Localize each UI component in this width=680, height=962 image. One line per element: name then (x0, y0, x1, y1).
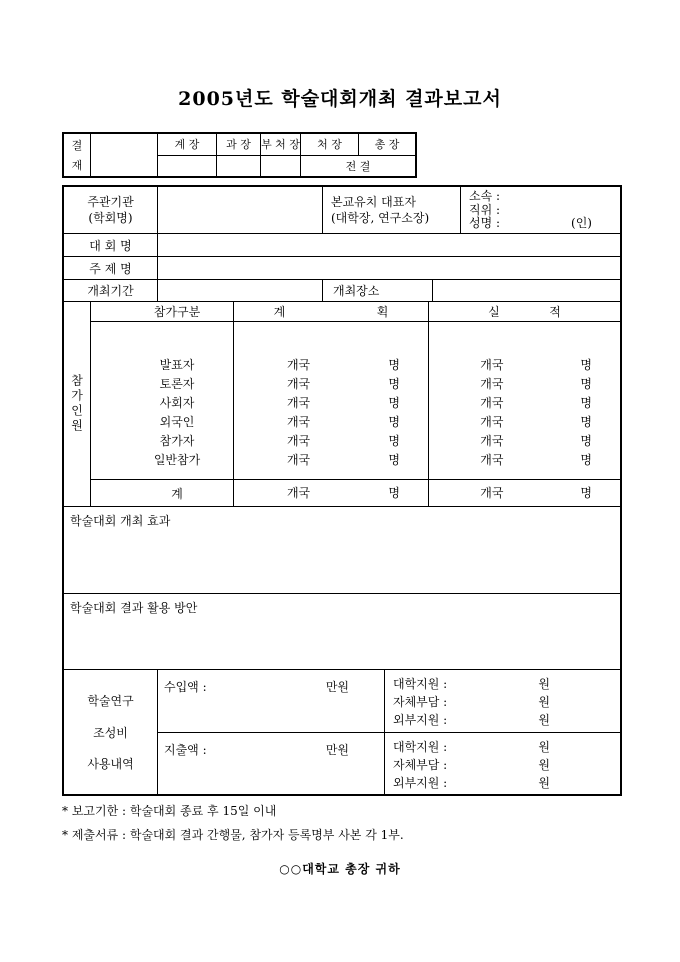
conference-name-row (64, 234, 620, 257)
venue-label: 개최장소 (322, 280, 432, 301)
host-org-value-cell (157, 187, 322, 233)
total-plan-units (233, 480, 428, 506)
unit-persons: 명 (580, 396, 592, 410)
actual-unit-row (429, 432, 620, 451)
approval-label-char-1: 결 (71, 139, 83, 153)
income-sources-cell (384, 670, 620, 732)
source-label: 자체부담 : (393, 695, 448, 709)
unit-countries: 개국 (480, 453, 504, 467)
unit-persons: 명 (580, 453, 592, 467)
actual-unit-row (429, 356, 620, 375)
unit-persons: 명 (580, 358, 592, 372)
unit-countries: 개국 (480, 396, 504, 410)
host-org-row (64, 187, 620, 234)
plan-unit-row (234, 356, 428, 375)
budget-detail-area (157, 670, 620, 794)
utilization-section (64, 594, 620, 670)
approval-col-director: 처 장 (300, 134, 358, 156)
participants-actual-header: 실 적 (428, 302, 620, 321)
approval-proxy-decision: 전 결 (300, 156, 415, 176)
approval-sign-cell-2 (216, 156, 260, 176)
unit-won: 원 (538, 695, 550, 709)
participants-header-row (91, 302, 620, 322)
participants-section-label: 참가인원 (69, 374, 84, 434)
budget-section (64, 670, 620, 794)
income-amount-cell (158, 670, 384, 732)
budget-section-label-cell (64, 670, 157, 794)
participants-category-header: 참가구분 (153, 305, 201, 319)
name-seal-line (469, 217, 612, 230)
plan-unit-row (234, 375, 428, 394)
row-label-general: 일반참가 (153, 453, 201, 467)
participants-table (90, 302, 620, 506)
expense-label: 지출액 : (164, 742, 207, 757)
budget-label-line-1: 학술연구 (87, 694, 134, 709)
unit-persons: 명 (580, 415, 592, 429)
representative-label-cell (322, 187, 460, 233)
unit-persons: 명 (388, 377, 400, 391)
period-value-cell (157, 280, 322, 301)
expense-source-university (393, 738, 550, 756)
unit-countries: 개국 (286, 415, 311, 429)
total-plan-unit-row (234, 484, 428, 503)
unit-persons: 명 (388, 434, 400, 448)
unit-persons: 명 (580, 377, 592, 391)
source-label: 자체부담 : (393, 757, 448, 772)
unit-persons: 명 (388, 453, 400, 467)
participants-total-row (91, 479, 620, 506)
approval-sign-cell-1 (158, 156, 216, 176)
position-label: 직위 : (469, 202, 501, 217)
unit-countries: 개국 (480, 415, 504, 429)
plan-unit-row (234, 394, 428, 413)
row-label-participants: 참가자 (159, 434, 195, 448)
source-label: 대학지원 : (393, 677, 448, 691)
affiliation-label: 소속 : (469, 188, 501, 203)
conference-name-value-cell (157, 234, 620, 256)
theme-row (64, 257, 620, 280)
actual-unit-row (429, 451, 620, 470)
unit-persons: 명 (388, 485, 400, 500)
income-source-university (393, 675, 550, 693)
footnote-report-deadline: * 보고기한 : 학술대회 종료 후 15일 이내 (62, 804, 277, 818)
participants-plan-column (233, 322, 428, 479)
unit-countries: 개국 (480, 485, 504, 500)
unit-countries: 개국 (286, 434, 311, 448)
utilization-section-label: 학술대회 결과 활용 방안 (70, 601, 198, 615)
budget-label-line-3: 사용내역 (87, 756, 134, 771)
expense-sources-cell (384, 733, 620, 795)
unit-countries: 개국 (286, 377, 311, 391)
name-label: 성명 : (469, 216, 501, 231)
total-actual-unit-row (429, 484, 620, 503)
representative-id-cell (460, 187, 620, 233)
unit-persons: 명 (388, 415, 400, 429)
approval-col-deputy-director: 부 처 장 (260, 134, 300, 156)
unit-persons: 명 (388, 358, 400, 372)
participants-plan-header: 계 획 (233, 302, 428, 321)
approval-sign-cell-3 (260, 156, 300, 176)
unit-won: 원 (538, 739, 550, 754)
unit-countries: 개국 (480, 358, 504, 372)
source-label: 외부지원 : (393, 775, 448, 790)
unit-countries: 개국 (286, 396, 311, 410)
approval-label-char-2: 재 (71, 158, 83, 172)
unit-won: 원 (538, 677, 550, 691)
footnotes (62, 799, 404, 847)
expense-source-self (393, 756, 550, 774)
source-label: 대학지원 : (393, 739, 448, 754)
approval-col-section-chief: 계 장 (158, 134, 216, 156)
host-org-label: 주관기관 (87, 195, 134, 209)
page-title: 2005년도 학술대회개최 결과보고서 (178, 88, 502, 110)
unit-persons: 명 (580, 485, 592, 500)
report-table (62, 185, 622, 796)
unit-persons: 명 (388, 396, 400, 410)
approval-blank-cell (90, 134, 157, 176)
actual-unit-row (429, 394, 620, 413)
participants-actual-column (428, 322, 620, 479)
theme-value-cell (157, 257, 620, 279)
effect-section-label: 학술대회 개최 효과 (70, 514, 171, 528)
budget-expense-row (158, 733, 620, 795)
theme-label: 주 제 명 (89, 261, 132, 276)
unit-won: 원 (538, 713, 550, 727)
participants-row-labels (91, 322, 233, 479)
unit-countries: 개국 (286, 453, 311, 467)
expense-source-external (393, 774, 550, 792)
budget-income-row (158, 670, 620, 733)
row-label-debaters: 토론자 (159, 377, 195, 391)
expense-amount-cell (158, 733, 384, 795)
source-label: 외부지원 : (393, 713, 448, 727)
effect-section (64, 507, 620, 594)
actual-unit-row (429, 375, 620, 394)
participants-body (91, 322, 620, 479)
unit-million-won: 만원 (325, 680, 349, 694)
venue-value-cell (432, 280, 620, 301)
unit-won: 원 (538, 775, 550, 790)
income-source-self (393, 693, 550, 711)
approval-row-label (64, 134, 90, 176)
participants-section (64, 302, 620, 507)
host-org-sub-label: (학회명) (88, 211, 133, 225)
representative-label: 본교유치 대표자 (331, 195, 416, 209)
footnote-submission-documents: * 제출서류 : 학술대회 결과 간행물, 참가자 등록명부 사본 각 1부. (62, 828, 404, 842)
unit-countries: 개국 (480, 434, 504, 448)
unit-million-won: 만원 (325, 742, 349, 757)
host-org-label-cell (64, 187, 157, 233)
plan-unit-row (234, 432, 428, 451)
approval-grid (157, 134, 415, 176)
approval-table (62, 132, 417, 178)
unit-countries: 개국 (286, 358, 311, 372)
period-venue-row (64, 280, 620, 302)
approval-col-division-chief: 과 장 (216, 134, 260, 156)
row-label-moderators: 사회자 (159, 396, 195, 410)
actual-unit-row (429, 413, 620, 432)
approval-col-president: 총 장 (358, 134, 415, 156)
period-label: 개최기간 (87, 284, 134, 298)
budget-label-line-2: 조성비 (93, 725, 128, 740)
row-label-presenters: 발표자 (159, 358, 195, 372)
representative-sub-label: (대학장, 연구소장) (331, 211, 430, 225)
income-source-external (393, 711, 550, 729)
unit-countries: 개국 (286, 485, 311, 500)
addressee-line: ○○대학교 총장 귀하 (279, 862, 401, 876)
income-label: 수입액 : (164, 680, 207, 694)
conference-name-label: 대 회 명 (89, 238, 132, 253)
plan-unit-row (234, 451, 428, 470)
unit-won: 원 (538, 757, 550, 772)
participants-section-label-cell (64, 302, 90, 506)
row-label-foreigners: 외국인 (159, 415, 195, 429)
total-label: 계 (171, 486, 183, 501)
unit-countries: 개국 (480, 377, 504, 391)
total-actual-units (428, 480, 620, 506)
plan-unit-row (234, 413, 428, 432)
seal-mark: (인) (571, 216, 592, 231)
unit-persons: 명 (580, 434, 592, 448)
